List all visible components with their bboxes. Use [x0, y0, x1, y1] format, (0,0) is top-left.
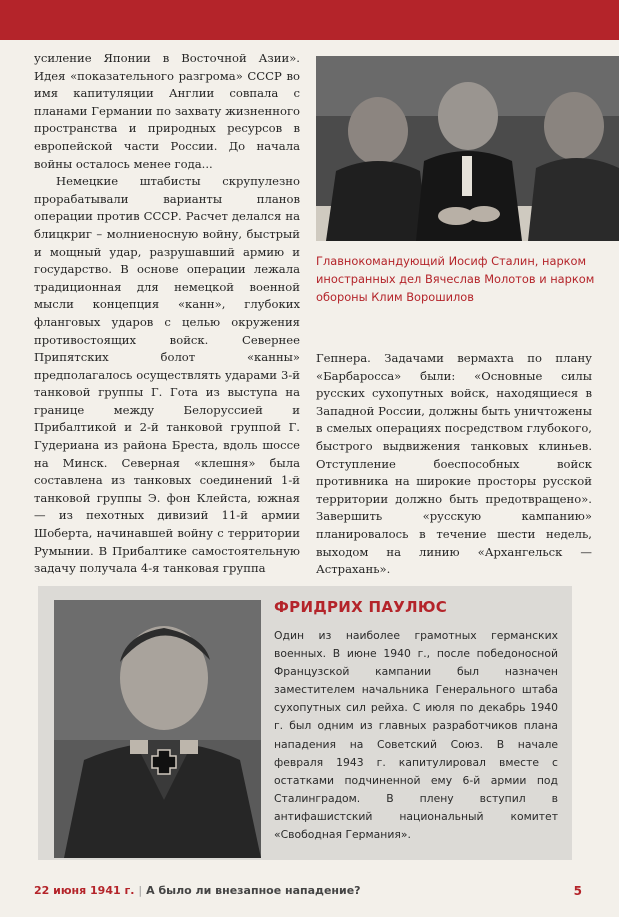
left-text-column	[34, 50, 300, 578]
photo1-caption: Главнокомандующий Иосиф Сталин, нарком иностранных дел Вячеслав Молотов и нарком обороны Клим Ворошилов	[316, 254, 595, 304]
left-paragraph-2: Немецкие штабисты скрупулезно прорабатывали варианты планов операции против СССР. Расчет делался на блицкриг – молниеносную войну, быстрый и мощный удар, разрушавший армию и государство. В основе операции лежала традиционная для немецкой военной мысли концепция «канн», глубоких фланговых ударов с целью окружения противостоящих войск. Севернее Припятских болот «канны» предполагалось осуществлять ударами 3-й танковой группы Г. Гота из выступа на границе между Белоруссией и Прибалтикой и 2-й танковой группой Г. Гудериана из района Бреста, вдоль шоссе на Минск. Северная «клешня» была составлена из танковых соединений 1-й танковой группы Э. фон Клейста, южная — из пехотных дивизий 11-й армии Шоберта, начинавшей войну с территории Румынии. В Прибалтике самостоятельную задачу получала 4-я танковая группа	[34, 174, 300, 576]
right-paragraph-1: Гепнера. Задачами вермахта по плану «Барбаросса» были: «Основные силы русских сухопутных войск, находящиеся в Западной России, должны быть уничтожены в смелых операциях посредством глубокого, быстрого выдвижения танковых клиньев. Отступление боеспособных войск противника на широкие просторы русской территории должно быть предотвращено». Завершить «русскую кампанию» планировалось в течение шести недель, выходом на линию «Архангельск — Астрахань».	[316, 351, 592, 577]
sidebar-text: Один из наиболее грамотных германских военных. В июне 1940 г., после победоносной Французской кампании был назначен заместителем начальника Генерального штаба сухопутных сил рейха. С июля по декабрь 1940 г. был одним из главных разработчиков плана нападения на Советский Союз. В начале февраля 1943 г. капитулировал вместе с остатками подчиненной ему 6-й армии под Сталинградом. В плену вступил в антифашистский национальный комитет «Свободная Германия».	[274, 629, 558, 842]
footer-separator: |	[138, 884, 143, 897]
photo-paulus-portrait	[54, 600, 261, 858]
top-color-band	[0, 0, 619, 40]
page-footer	[34, 884, 582, 902]
left-paragraph-1: усиление Японии в Восточной Азии». Идея «показательного разгрома» СССР во имя капитуляции Англии совпала с планами Германии по захвату жизненного пространства и природных ресурсов в европейской части России. До начала войны осталось менее года...	[34, 51, 300, 171]
footer-book-title: А было ли внезапное нападение?	[146, 884, 361, 897]
footer-date: 22 июня 1941 г.	[34, 884, 135, 897]
photo-illustration	[316, 56, 619, 241]
sidebar-title: ФРИДРИХ ПАУЛЮС	[274, 598, 448, 616]
page-number: 5	[573, 884, 582, 898]
photo-stalin-molotov-voroshilov	[316, 56, 619, 241]
right-text-column	[316, 350, 592, 579]
portrait-illustration	[54, 600, 261, 858]
